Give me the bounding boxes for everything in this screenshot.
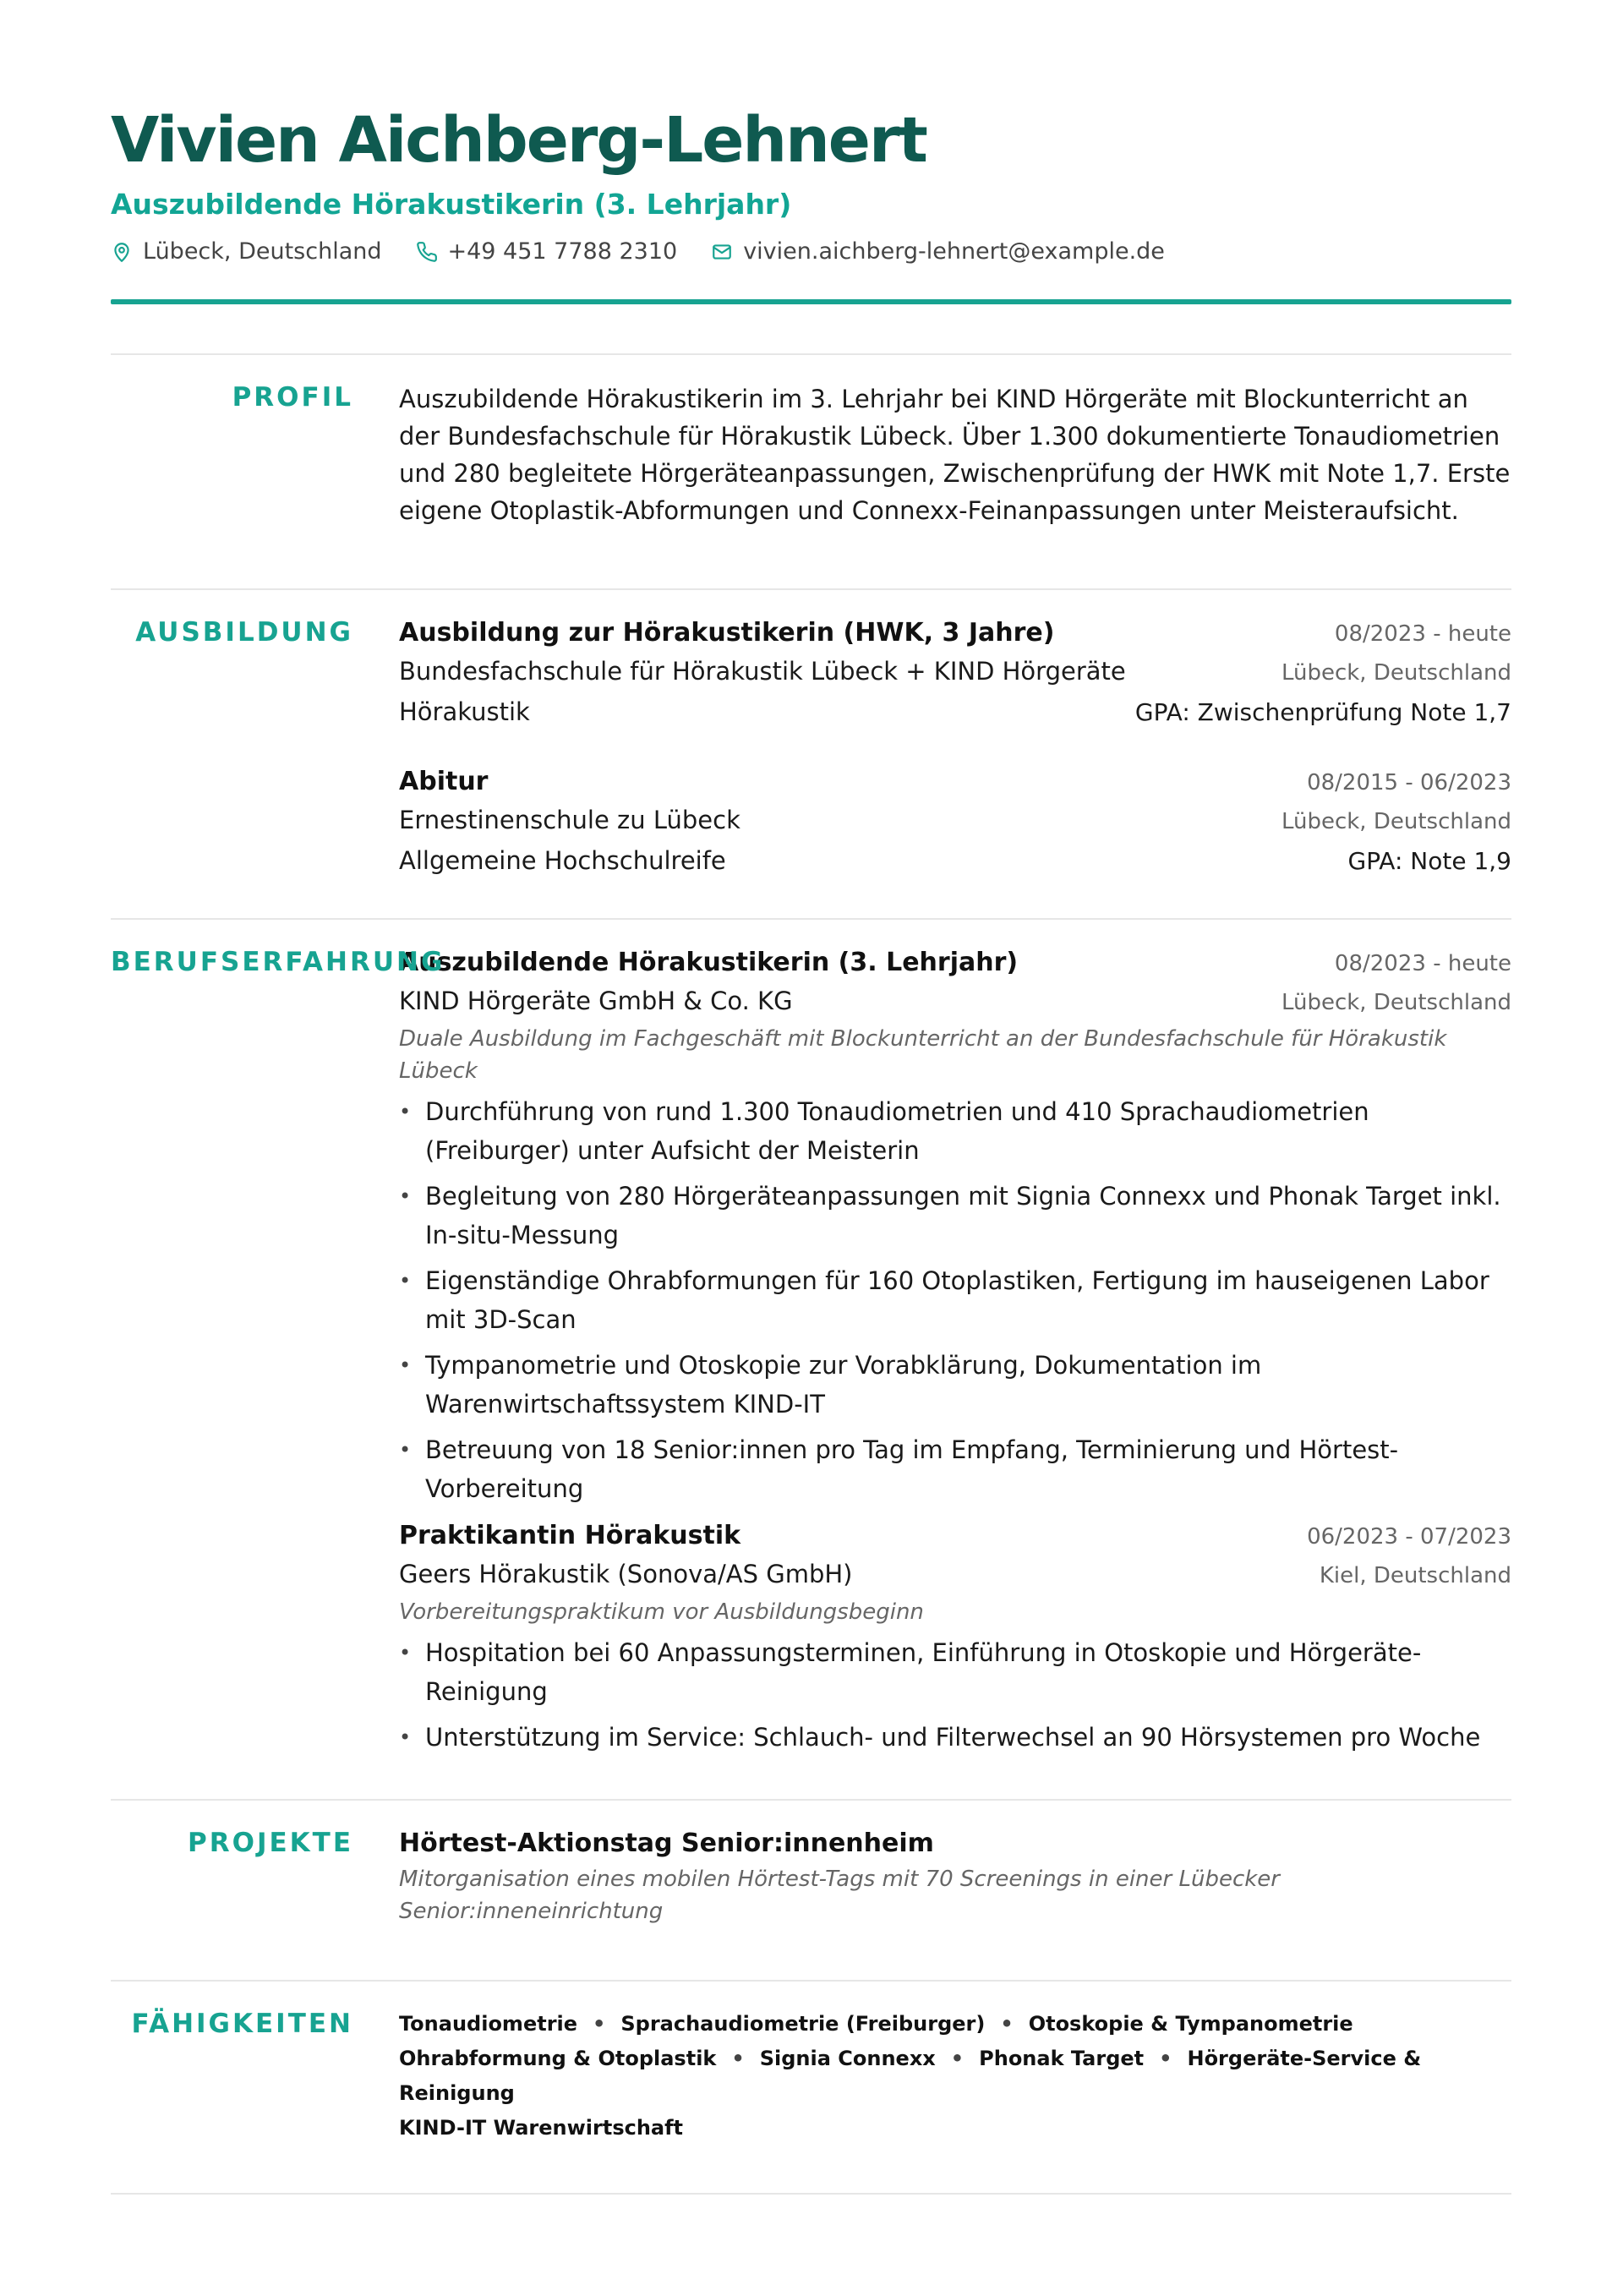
- section-label-experience: BERUFSERFAHRUNG: [111, 947, 445, 977]
- email-text: vivien.aichberg-lehnert@example.de: [743, 238, 1165, 265]
- section-label-education: AUSBILDUNG: [135, 617, 353, 648]
- job-bullets: [399, 1092, 1511, 1508]
- section-skills: [111, 1980, 1511, 2193]
- skill-item: Ohrabformung & Otoplastik: [399, 2047, 717, 2070]
- section-label-skills: FÄHIGKEITEN: [131, 2009, 353, 2039]
- list-item: • Durchführung von rund 1.300 Tonaudiometrien und 410 Sprachaudiometrien (Freiburger) unter Aufsicht der Meisterin: [399, 1092, 1511, 1170]
- resume-body: [111, 100, 1511, 2195]
- location-text: Lübeck, Deutschland: [143, 238, 382, 265]
- job-company: Geers Hörakustik (Sonova/AS GmbH): [399, 1560, 853, 1588]
- education-school: Bundesfachschule für Hörakustik Lübeck + KIND Hörgeräte: [399, 657, 1126, 686]
- job-description: Duale Ausbildung im Fachgeschäft mit Blockunterricht an der Bundesfachschule für Hörakustik Lübeck: [399, 1026, 1447, 1084]
- job-title: Praktikantin Hörakustik: [399, 1521, 741, 1550]
- job-description: Vorbereitungspraktikum vor Ausbildungsbeginn: [399, 1599, 924, 1625]
- skills-line: [399, 2042, 1511, 2111]
- job-location: Kiel, Deutschland: [1319, 1563, 1511, 1588]
- section-label-profile: PROFIL: [232, 382, 353, 413]
- experience-entry: [399, 1518, 1511, 1757]
- education-title: Abitur: [399, 767, 489, 796]
- project-title: Hörtest-Aktionstag Senior:innenheim: [399, 1829, 934, 1858]
- list-item: • Betreuung von 18 Senior:innen pro Tag im Empfang, Terminierung und Hörtest-Vorbereitung: [399, 1430, 1511, 1508]
- skill-item: Sprachaudiometrie (Freiburger): [620, 2012, 986, 2036]
- skill-item: Hörgeräte-Service & Reinigung: [399, 2047, 1422, 2105]
- education-school: Ernestinenschule zu Lübeck: [399, 806, 740, 834]
- job-company: KIND Hörgeräte GmbH & Co. KG: [399, 987, 793, 1015]
- profile-text: Auszubildende Hörakustikerin im 3. Lehrjahr bei KIND Hörgeräte mit Blockunterricht an der Bundesfachschule für Hörakustik Lübeck. Über 1.300 dokumentierte Tonaudiometrien und 280 begleitete Hörgeräteanpassungen, Zwischenprüfung der HWK mit Note 1,7. Erste eigene Otoplastik-Abformungen und Connexx-Feinanpassungen unter Meisteraufsicht.: [399, 385, 1511, 525]
- skill-separator: •: [593, 2012, 606, 2036]
- education-gpa: GPA: Note 1,9: [1347, 847, 1511, 875]
- section-experience: [111, 918, 1511, 1799]
- section-projects: [111, 1799, 1511, 1980]
- skill-item: KIND-IT Warenwirtschaft: [399, 2116, 684, 2140]
- education-gpa: GPA: Zwischenprüfung Note 1,7: [1134, 698, 1511, 726]
- skill-separator: •: [731, 2047, 745, 2070]
- skills-line: [399, 2007, 1511, 2042]
- skill-separator: •: [1159, 2047, 1172, 2070]
- list-item: • Hospitation bei 60 Anpassungsterminen, Einführung in Otoskopie und Hörgeräte-Reinigung: [399, 1633, 1511, 1711]
- contact-location: [111, 237, 382, 267]
- job-bullets: [399, 1633, 1511, 1757]
- skill-separator: •: [1000, 2012, 1014, 2036]
- resume-header: [111, 100, 1511, 304]
- job-dates: 06/2023 - 07/2023: [1307, 1524, 1511, 1550]
- footer-divider: [111, 2193, 1511, 2195]
- contact-email[interactable]: [711, 237, 1165, 267]
- experience-entry: [399, 945, 1511, 1508]
- education-field: Allgemeine Hochschulreife: [399, 846, 726, 875]
- project-description: Mitorganisation eines mobilen Hörtest-Tags mit 70 Screenings in einer Lübecker Senior:inneneinrichtung: [399, 1867, 1280, 1924]
- education-field: Hörakustik: [399, 697, 530, 726]
- education-dates: 08/2015 - 06/2023: [1307, 770, 1511, 795]
- education-location: Lübeck, Deutschland: [1281, 809, 1511, 834]
- location-pin-icon: [111, 241, 133, 263]
- mail-icon: [711, 241, 733, 263]
- section-label-projects: PROJEKTE: [188, 1828, 353, 1858]
- section-education: [111, 588, 1511, 918]
- skills-line: [399, 2111, 1511, 2146]
- list-item: • Begleitung von 280 Hörgeräteanpassungen mit Signia Connexx und Phonak Target inkl. In-situ-Messung: [399, 1177, 1511, 1255]
- phone-text: +49 451 7788 2310: [447, 238, 678, 265]
- skill-item: Tonaudiometrie: [399, 2012, 578, 2036]
- job-location: Lübeck, Deutschland: [1281, 990, 1511, 1015]
- phone-icon: [416, 241, 438, 263]
- skill-item: Phonak Target: [979, 2047, 1145, 2070]
- candidate-title: Auszubildende Hörakustikerin (3. Lehrjahr): [111, 188, 792, 221]
- skill-separator: •: [950, 2047, 965, 2070]
- skill-item: Otoskopie & Tympanometrie: [1028, 2012, 1353, 2036]
- contact-phone[interactable]: [416, 237, 678, 267]
- section-profile: [111, 353, 1511, 588]
- skills-list: [399, 1982, 1511, 2193]
- list-item: • Unterstützung im Service: Schlauch- und Filterwechsel an 90 Hörsystemen pro Woche: [399, 1718, 1511, 1757]
- list-item: • Tympanometrie und Otoskopie zur Vorabklärung, Dokumentation im Warenwirtschaftssystem KIND-IT: [399, 1346, 1511, 1424]
- education-entry: [399, 764, 1511, 881]
- education-title: Ausbildung zur Hörakustikerin (HWK, 3 Jahre): [399, 618, 1055, 648]
- job-title: Auszubildende Hörakustikerin (3. Lehrjahr): [399, 948, 1019, 977]
- list-item: • Eigenständige Ohrabformungen für 160 Otoplastiken, Fertigung im hauseigenen Labor mit 3D-Scan: [399, 1261, 1511, 1339]
- education-location: Lübeck, Deutschland: [1281, 660, 1511, 686]
- skill-item: Signia Connexx: [759, 2047, 936, 2070]
- education-dates: 08/2023 - heute: [1334, 621, 1511, 647]
- candidate-name: Vivien Aichberg-Lehnert: [111, 104, 926, 177]
- contact-line: [111, 237, 1511, 267]
- education-entry: [399, 615, 1511, 732]
- job-dates: 08/2023 - heute: [1334, 951, 1511, 976]
